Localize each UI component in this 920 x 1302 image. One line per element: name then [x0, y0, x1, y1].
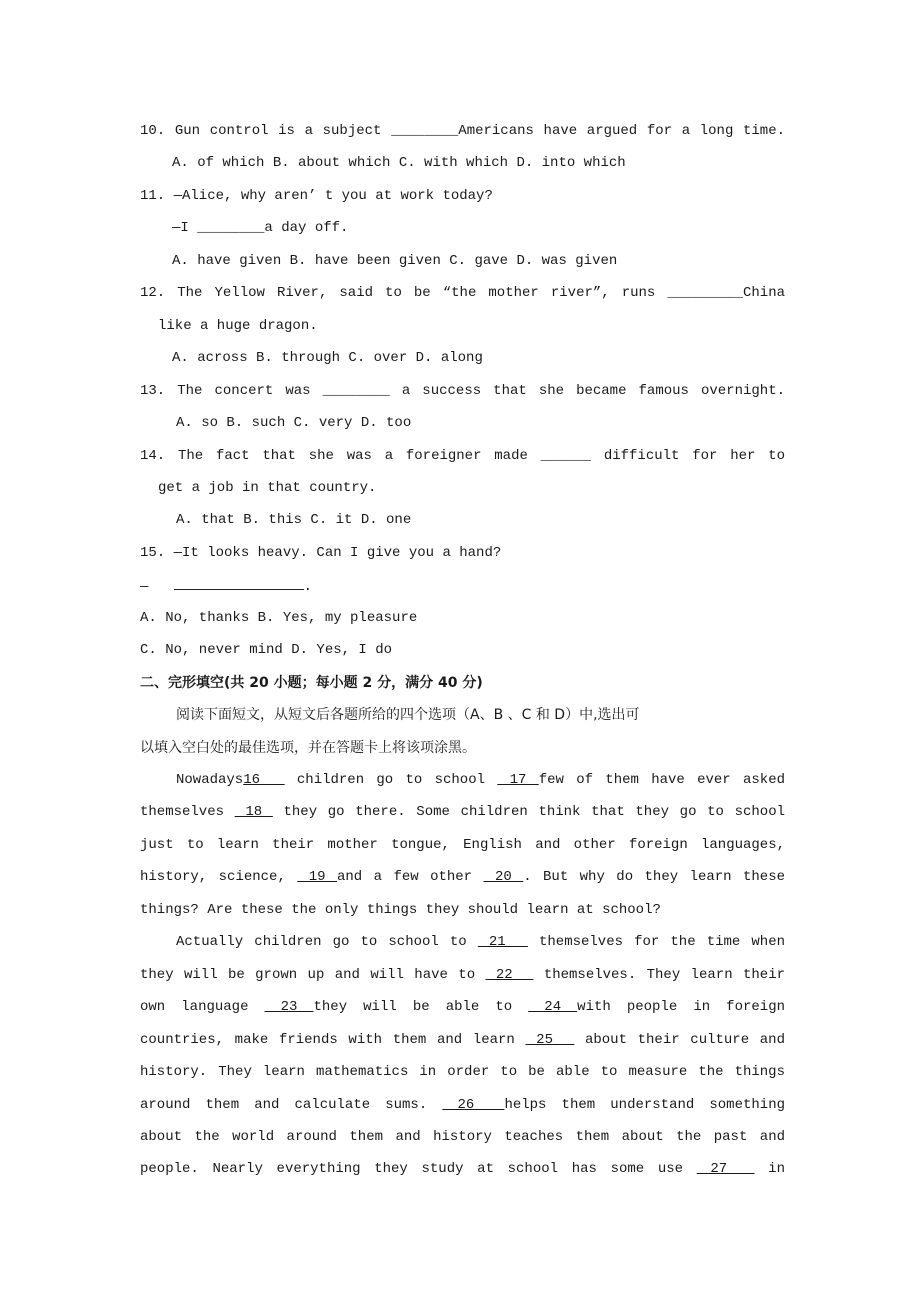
passage-text: themselves [140, 804, 235, 821]
question-text: 13. The concert was ________ a success that she became famous overnight. [140, 382, 785, 399]
passage-text: own language [140, 999, 265, 1016]
passage-text: Actually children go to school to [176, 934, 478, 951]
passage-text: few of them have ever asked [538, 772, 785, 788]
question-line [140, 446, 785, 466]
passage-text: history. They learn mathematics in order to be able to measure the things [140, 1064, 785, 1081]
spacer [148, 579, 173, 595]
passage-text: in [754, 1161, 785, 1178]
passage-text: themselves for the time when [527, 934, 786, 951]
question-line [140, 121, 785, 141]
question-text: —I ________a day off. [172, 220, 349, 237]
question-text: C. No, never mind D. Yes, I do [140, 642, 393, 659]
question-line [172, 251, 617, 271]
passage-text: Nowadays [176, 772, 244, 788]
question-line [140, 283, 785, 303]
cloze-blank: 22 [485, 966, 534, 983]
question-text: 11. —Alice, why aren’ t you at work today? [140, 187, 493, 204]
question-text: like a huge dragon. [158, 317, 318, 334]
question-text: 14. The fact that she was a foreigner made ______ difficult for her to [140, 447, 785, 464]
passage-text: with people in foreign [577, 999, 785, 1016]
passage-line [140, 965, 785, 985]
question-text: A. that B. this C. it D. one [176, 512, 412, 529]
passage-line [140, 1127, 785, 1147]
question-text: A. No, thanks B. Yes, my pleasure [140, 609, 418, 626]
question-text: A. of which B. about which C. with which D. into which [172, 155, 626, 172]
passage-text: things? Are these the only things they should learn at school? [140, 901, 661, 918]
passage-text: helps them understand something [504, 1096, 785, 1113]
passage-line [140, 867, 785, 887]
passage-text: they will be grown up and will have to [140, 966, 486, 983]
cloze-blank: 17 [497, 772, 539, 788]
passage-text: children go to school [284, 772, 498, 788]
question-line [140, 186, 493, 206]
section-heading: 二、完形填空(共 20 小题；每小题 2 分，满分 40 分) [140, 674, 483, 691]
passage-text: about the world around them and history teaches them about the past and [140, 1128, 785, 1145]
passage-text: they go there. Some children think that they go to school [272, 804, 786, 821]
question-line [140, 640, 392, 660]
question-text: A. across B. through C. over D. along [172, 350, 483, 367]
passage-text: countries, make friends with them and learn [140, 1031, 526, 1048]
cloze-blank: 18 [234, 804, 273, 821]
question-text: 10. Gun control is a subject ________Americans have argued for a long time. [140, 123, 785, 139]
question-line [158, 316, 318, 336]
question-text: 15. —It looks heavy. Can I give you a hand? [140, 544, 502, 561]
cloze-blank: 27 [696, 1161, 755, 1178]
question-line [140, 575, 312, 595]
question-line [140, 543, 501, 563]
passage-line [140, 835, 785, 855]
answer-blank [174, 575, 304, 590]
question-line [176, 510, 411, 530]
passage-text: about their culture and [574, 1031, 785, 1048]
cloze-blank: 26 [442, 1096, 505, 1113]
cloze-blank: 24 [528, 999, 578, 1016]
cloze-blank: 16 [243, 772, 285, 788]
cloze-blank: 25 [525, 1031, 575, 1048]
passage-text: just to learn their mother tongue, English and other foreign languages, [140, 836, 785, 853]
passage-text: they will be able to [313, 999, 529, 1016]
passage-line [140, 1159, 785, 1179]
question-line [172, 348, 483, 368]
passage-text: themselves. They learn their [533, 966, 785, 983]
question-text: — [140, 579, 149, 596]
question-text: 12. The Yellow River, said to be “the mother river”, runs _________China [140, 285, 785, 302]
passage-text: and a few other [336, 869, 484, 886]
passage-text: history, science, [140, 869, 298, 886]
passage-line [140, 1062, 785, 1082]
question-line [172, 153, 626, 173]
instructions-line: 以填入空白处的最佳选项，并在答题卡上将该项涂黑。 [140, 739, 476, 756]
cloze-blank: 23 [264, 999, 314, 1016]
question-text: A. have given B. have been given C. gave D. was given [172, 252, 618, 269]
passage-text: . But why do they learn these [523, 869, 786, 886]
passage-line [176, 770, 785, 790]
question-line [176, 413, 411, 433]
question-text: get a job in that country. [158, 479, 377, 496]
question-line [172, 218, 348, 238]
passage-text: people. Nearly everything they study at school has some use [140, 1161, 697, 1178]
cloze-blank: 20 [483, 869, 524, 886]
passage-line [176, 932, 785, 952]
passage-line [140, 1030, 785, 1050]
passage-line [140, 997, 785, 1017]
cloze-blank: 19 [297, 869, 337, 886]
question-line [158, 478, 376, 498]
punctuation: . [303, 579, 313, 596]
passage-line [140, 1095, 785, 1115]
passage-line [140, 900, 661, 920]
cloze-blank: 21 [477, 934, 528, 951]
passage-line [140, 802, 785, 822]
instructions-line: 阅读下面短文，从短文后各题所给的四个选项（A、B 、C 和 D）中,选出可 [176, 707, 640, 724]
passage-text: around them and calculate sums. [140, 1096, 443, 1113]
question-text: A. so B. such C. very D. too [176, 415, 412, 432]
question-line [140, 381, 785, 401]
question-line [140, 608, 417, 628]
